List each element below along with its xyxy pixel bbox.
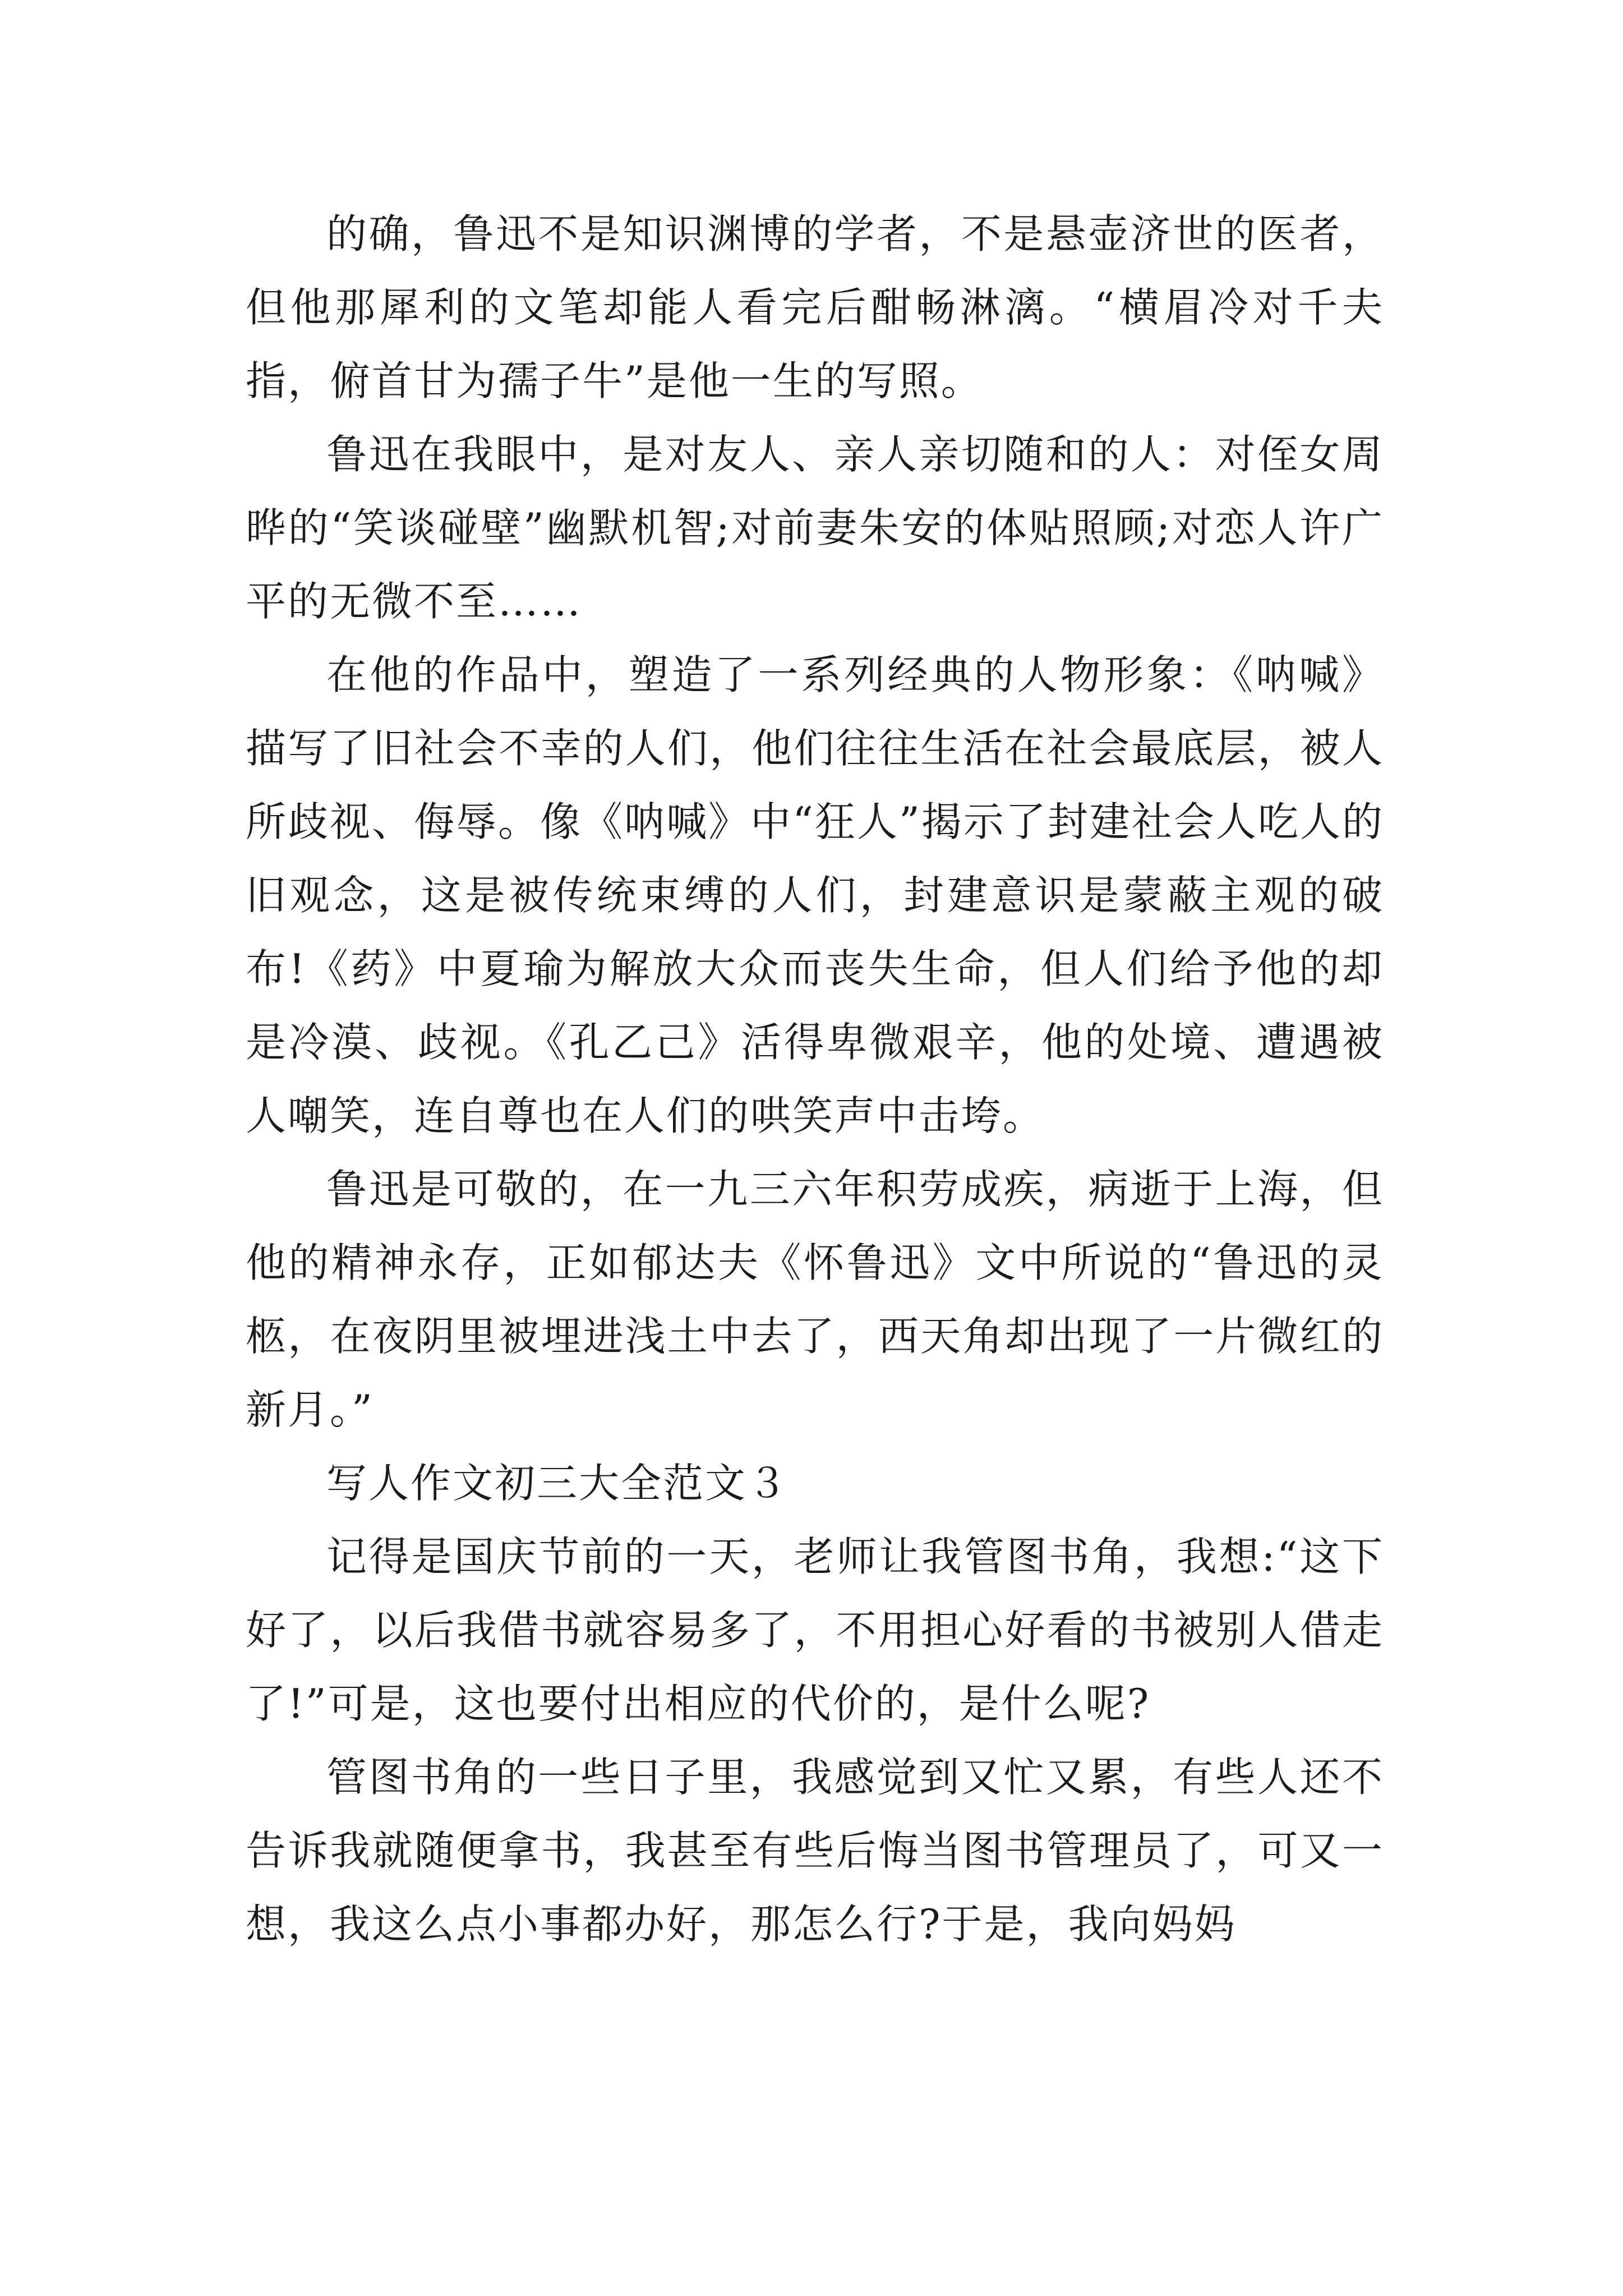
section-heading: 写人作文初三大全范文３ <box>326 1460 790 1507</box>
paragraph: 在他的作品中，塑造了一系列经典的人物形象：《呐喊》描写了旧社会不幸的人们，他们往往生活在社会最底层，被人所歧视、侮辱。像《呐喊》中“狂人”揭示了封建社会人吃人的旧观念，这是被传统束缚的人们，封建意识是蒙蔽主观的破布!《药》中夏瑜为解放大众而丧失生命，但人们给予他的却是冷漠、歧视。《孔乙己》活得卑微艰辛，他的处境、遭遇被人嘲笑，连自尊也在人们的哄笑声中击垮。 <box>246 651 1384 1139</box>
document-body <box>246 197 1384 1961</box>
paragraph: 的确，鲁迅不是知识渊博的学者，不是悬壶济世的医者，但他那犀利的文笔却能人看完后酣畅淋漓。“横眉冷对千夫指，俯首甘为孺子牛”是他一生的写照。 <box>246 210 1384 404</box>
paragraph: 记得是国庆节前的一天，老师让我管图书角，我想:“这下好了，以后我借书就容易多了，不用担心好看的书被别人借走了!”可是，这也要付出相应的代价的，是什么呢? <box>246 1533 1384 1727</box>
paragraph: 管图书角的一些日子里，我感觉到又忙又累，有些人还不告诉我就随便拿书，我甚至有些后悔当图书管理员了，可又一想，我这么点小事都办好，那怎么行?于是，我向妈妈 <box>246 1754 1384 1948</box>
paragraph: 鲁迅在我眼中，是对友人、亲人亲切随和的人：对侄女周晔的“笑谈碰壁”幽默机智;对前妻朱安的体贴照顾;对恋人许广平的无微不至…… <box>246 431 1384 625</box>
paragraph: 鲁迅是可敬的，在一九三六年积劳成疾，病逝于上海，但他的精神永存，正如郁达夫《怀鲁迅》文中所说的“鲁迅的灵柩，在夜阴里被埋进浅土中去了，西天角却出现了一片微红的新月。” <box>246 1166 1384 1433</box>
